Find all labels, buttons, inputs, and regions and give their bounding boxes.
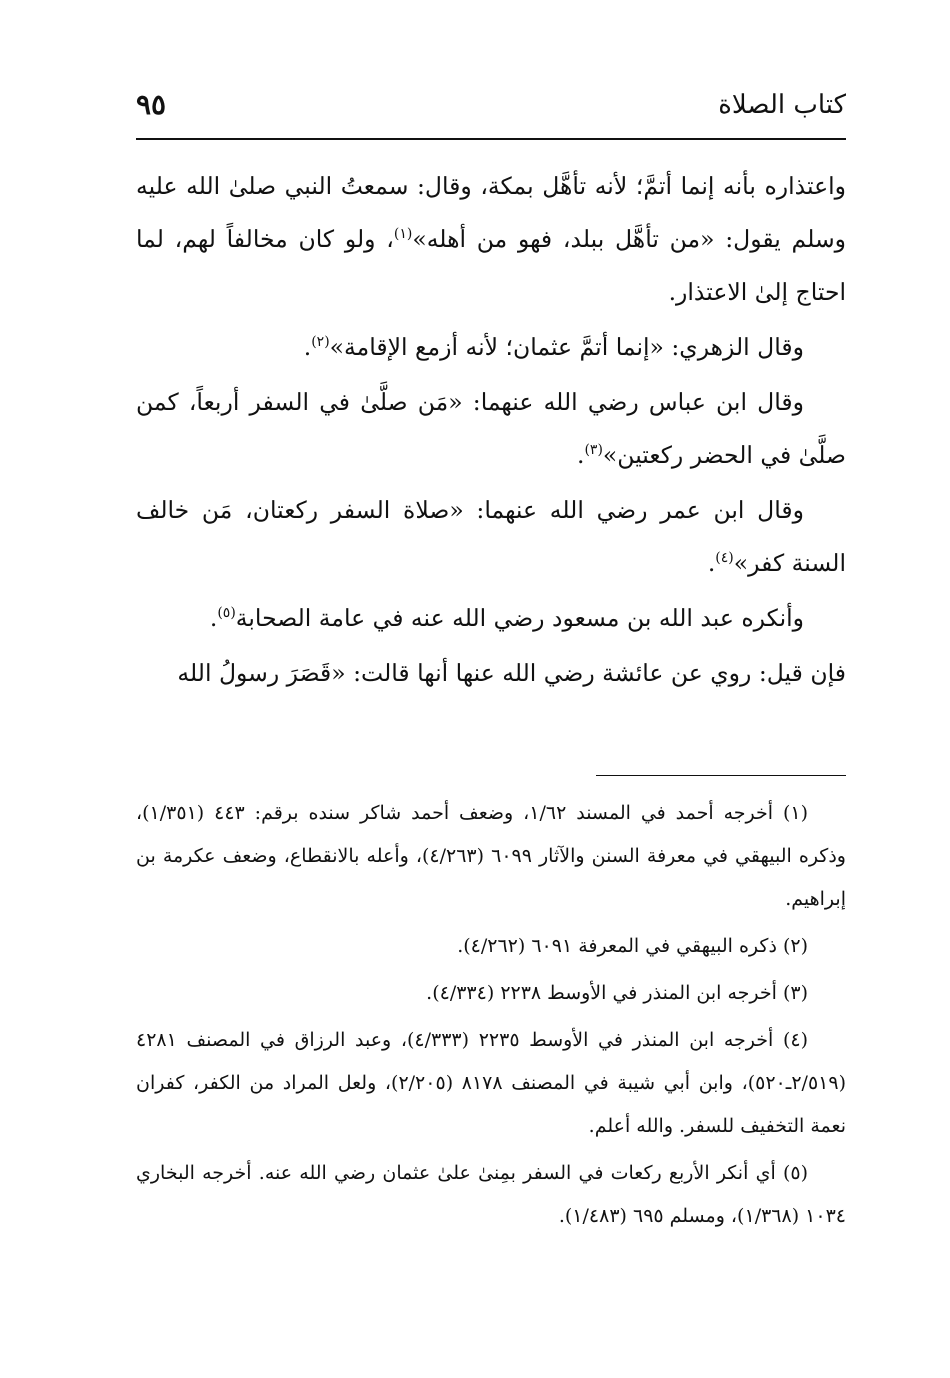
footnote-ref-3: (٣) [584,442,603,459]
paragraph-6-text: فإن قيل: روي عن عائشة رضي الله عنها أنها قالت: «قَصَرَ رسولُ الله [177,659,846,687]
footnote-3: (٣) أخرجه ابن المنذر في الأوسط ٢٢٣٨ (٤/٣٣٤). [426,982,808,1004]
paragraph-1-text: واعتذاره بأنه إنما أتمَّ؛ لأنه تأهَّل بمكة، وقال: سمعتُ النبي صلىٰ الله عليه وسلم يقول: «من تأهَّل ببلد، فهو من أهله» [136,172,847,253]
paragraph-2-tail: . [303,333,312,361]
main-text [136,160,846,702]
footnote-1: (١) أخرجه أحمد في المسند ١/٦٢، وضعف أحمد شاكر سنده برقم: ٤٤٣ (١/٣٥١)، وذكره البيهقي في معرفة السنن والآثار ٦٠٩٩ (٤/٢٦٣)، وأعله بالانقطاع، وضعف عكرمة بن إبراهيم. [136,802,846,910]
footnote-separator [596,775,846,776]
paragraph-1-tail: ، ولو كان مخالفاً لهم، لما احتاج إلىٰ الاعتذار. [136,225,846,306]
paragraph-4-tail: . [707,549,716,577]
footnote-ref-2: (٢) [311,334,330,351]
footnote-4: (٤) أخرجه ابن المنذر في الأوسط ٢٢٣٥ (٤/٣٣٣)، وعبد الرزاق في المصنف ٤٢٨١ (٢/٥١٩ـ٥٢٠)، وابن أبي شيبة في المصنف ٨١٧٨ (٢/٢٠٥)، ولعل المراد من الكفر، كفران نعمة التخفيف للسفر. والله أعلم. [136,1029,846,1137]
paragraph-3-text: وقال ابن عباس رضي الله عنهما: «مَن صلَّىٰ في السفر أربعاً، كمن صلَّىٰ في الحضر ركعتين» [136,388,846,469]
paragraph-6 [136,647,846,700]
paragraph-3-tail: . [576,441,585,469]
paragraph-1 [136,160,846,319]
paragraph-4 [136,484,846,590]
paragraph-3 [136,376,846,482]
footnotes [136,792,846,1242]
footnote-ref-5: (٥) [217,605,236,622]
footnote-2: (٢) ذكره البيهقي في المعرفة ٦٠٩١ (٤/٢٦٢). [457,935,808,957]
footnote-5: (٥) أي أنكر الأربع ركعات في السفر بمِنىٰ علىٰ عثمان رضي الله عنه. أخرجه البخاري ١٠٣٤ (١/٣٦٨)، ومسلم ٦٩٥ (١/٤٨٣). [136,1162,846,1227]
footnote-ref-1: (١) [393,226,413,243]
paragraph-2 [136,321,846,374]
paragraph-5-tail: . [209,604,218,632]
paragraph-5-text: وأنكره عبد الله بن مسعود رضي الله عنه في عامة الصحابة [235,604,804,632]
header-rule [136,138,846,140]
running-header [136,88,846,132]
footnote-ref-4: (٤) [715,550,734,567]
paragraph-4-text: وقال ابن عمر رضي الله عنهما: «صلاة السفر ركعتان، مَن خالف السنة كفر» [136,496,846,577]
chapter-title: كتاب الصلاة [718,90,846,120]
paragraph-2-text: وقال الزهري: «إنما أتمَّ عثمان؛ لأنه أزمع الإقامة» [329,333,804,361]
page-number: ٩٥ [136,88,167,121]
paragraph-5 [136,592,846,645]
